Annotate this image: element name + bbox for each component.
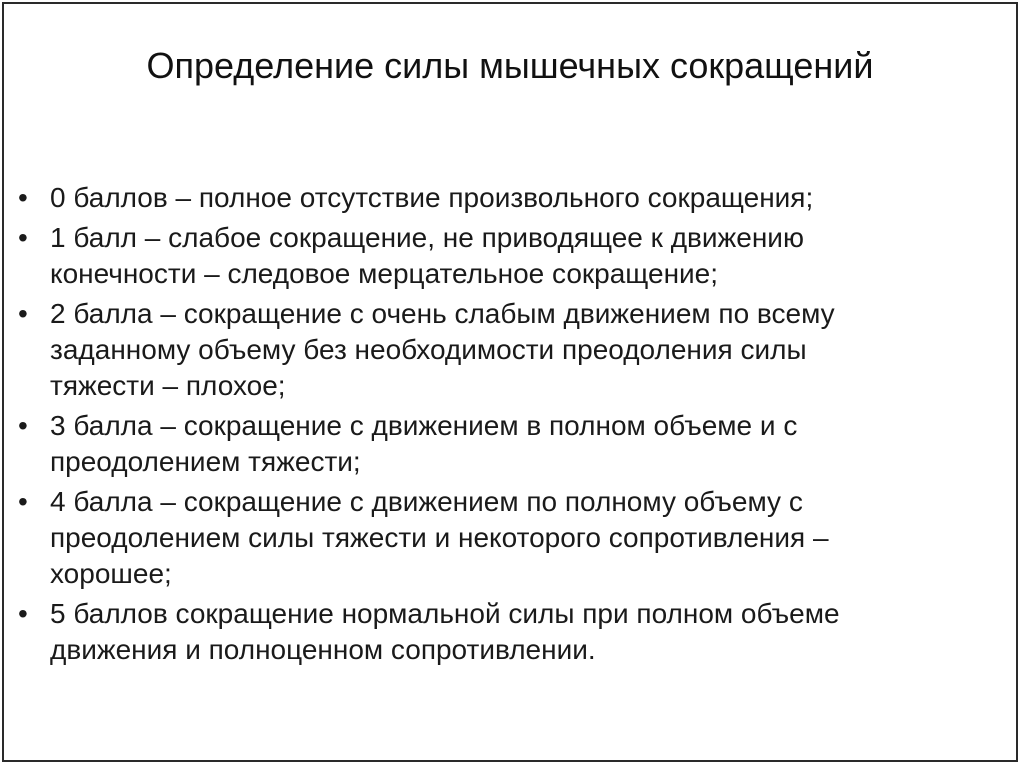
bullet-dot-icon: •: [18, 598, 28, 629]
slide-frame: [2, 2, 1018, 762]
bullet-text-line: 1 балл – слабое сокращение, не приводящее к движению: [50, 222, 804, 253]
bullet-text-line: хорошее;: [50, 558, 172, 589]
bullet-text-line: конечности – следовое мерцательное сокращение;: [50, 258, 719, 289]
bullet-text-line: 3 балла – сокращение с движением в полном объеме и с: [50, 410, 798, 441]
bullet-text-line: преодолением силы тяжести и некоторого сопротивления –: [50, 522, 829, 553]
bullet-text-line: 0 баллов – полное отсутствие произвольного сокращения;: [50, 182, 814, 213]
bullet-dot-icon: •: [18, 410, 28, 441]
bullet-dot-icon: •: [18, 222, 28, 253]
bullet-item-4: [18, 484, 1018, 592]
bullet-dot-icon: •: [18, 182, 28, 213]
bullet-text-line: заданному объему без необходимости преодоления силы: [50, 334, 807, 365]
bullet-text-line: тяжести – плохое;: [50, 370, 286, 401]
bullet-item-3: [18, 408, 1018, 480]
bullet-text-line: 5 баллов сокращение нормальной силы при полном объеме: [50, 598, 840, 629]
bullet-item-1: [18, 220, 1018, 292]
bullet-item-2: [18, 296, 1018, 404]
bullet-text-line: 2 балла – сокращение с очень слабым движением по всему: [50, 298, 835, 329]
bullet-text-line: движения и полноценном сопротивлении.: [50, 634, 596, 665]
bullet-item-5: [18, 596, 1018, 668]
slide-title: Определение силы мышечных сокращений: [146, 45, 874, 86]
bullet-list: [18, 180, 1018, 672]
bullet-item-0: [18, 180, 1018, 216]
bullet-dot-icon: •: [18, 298, 28, 329]
bullet-text-line: 4 балла – сокращение с движением по полному объему с: [50, 486, 803, 517]
bullet-dot-icon: •: [18, 486, 28, 517]
bullet-text-line: преодолением тяжести;: [50, 446, 361, 477]
